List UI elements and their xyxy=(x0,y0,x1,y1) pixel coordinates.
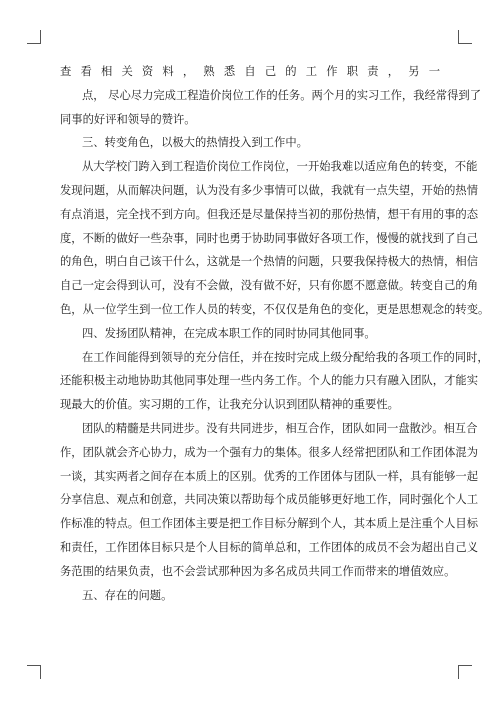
text-line: 和责任，工作团体目标只是个人目标的简单总和，工作团体的成员不会为超出自己义 xyxy=(60,540,478,554)
text-line: 发现问题，从而解决问题，认为没有多少事情可以做，我就有一点失望，开始的热情 xyxy=(60,183,478,197)
text-line: 一谈，其实两者之间存在本质上的区别。优秀的工作团体与团队一样，具有能够一起 xyxy=(60,469,478,483)
crop-mark-bottom-right xyxy=(458,665,472,679)
text-line: 度，不断的做好一些杂事，同时也勇于协助同事做好各项工作，慢慢的就找到了自己 xyxy=(60,231,478,245)
document-body xyxy=(60,60,490,607)
text-line: 色，从一位学生到一位工作人员的转变，不仅仅是角色的变化，更是思想观念的转变。 xyxy=(60,302,490,316)
text-line: 有点消退，完全找不到方向。但我还是尽量保持当初的那份热情，想干有用的事的态 xyxy=(60,207,478,221)
text-line: 从大学校门跨入到工程造价岗位工作岗位，一开始我难以适应角色的转变，不能 xyxy=(82,160,478,174)
text-line: 点， 尽心尽力完成工程造价岗位工作的任务。两个月的实习工作，我经常得到了 xyxy=(82,88,481,102)
text-line: 同事的好评和领导的赞许。 xyxy=(60,112,196,126)
text-line: 务范围的结果负责，也不会尝试那种因为多名成员共同工作而带来的增值效应。 xyxy=(60,564,456,578)
crop-mark-bottom-left xyxy=(27,665,41,679)
text-line: 分享信息、观点和创意，共同决策以帮助每个成员能够更好地工作，同时强化个人工 xyxy=(60,493,478,507)
text-line: 团队的精髓是共同进步。没有共同进步，相互合作，团队如同一盘散沙。相互合 xyxy=(82,421,478,435)
crop-mark-top-left xyxy=(27,30,41,44)
text-line: 在工作间能得到领导的充分信任，并在按时完成上级分配给我的各项工作的同时， xyxy=(82,350,489,364)
crop-mark-top-right xyxy=(458,30,472,44)
section-heading: 三、转变角色，以极大的热情投入到工作中。 xyxy=(82,136,308,150)
text-line: 还能积极主动地协助其他同事处理一些内务工作。个人的能力只有融入团队，才能实 xyxy=(60,374,478,388)
text-line: 查看相关资料，熟悉自己的工作职责，另一 xyxy=(60,65,440,78)
text-line: 的角色，明白自己该干什么，这就是一个热情的问题，只要我保持极大的热情，相信 xyxy=(60,255,478,269)
text-line: 自己一定会得到认可，没有不会做，没有做不好，只有你愿不愿意做。转变自己的角 xyxy=(60,279,478,293)
section-heading: 五、存在的问题。 xyxy=(82,588,173,602)
text-line: 作标准的特点。但工作团体主要是把工作目标分解到个人，其本质上是注重个人目标 xyxy=(60,517,478,531)
section-heading: 四、发扬团队精神，在完成本职工作的同时协同其他同事。 xyxy=(82,326,376,340)
text-line: 现最大的价值。实习期的工作，让我充分认识到团队精神的重要性。 xyxy=(60,398,399,412)
text-line: 作，团队就会齐心协力，成为一个强有力的集体。很多人经常把团队和工作团体混为 xyxy=(60,445,478,459)
